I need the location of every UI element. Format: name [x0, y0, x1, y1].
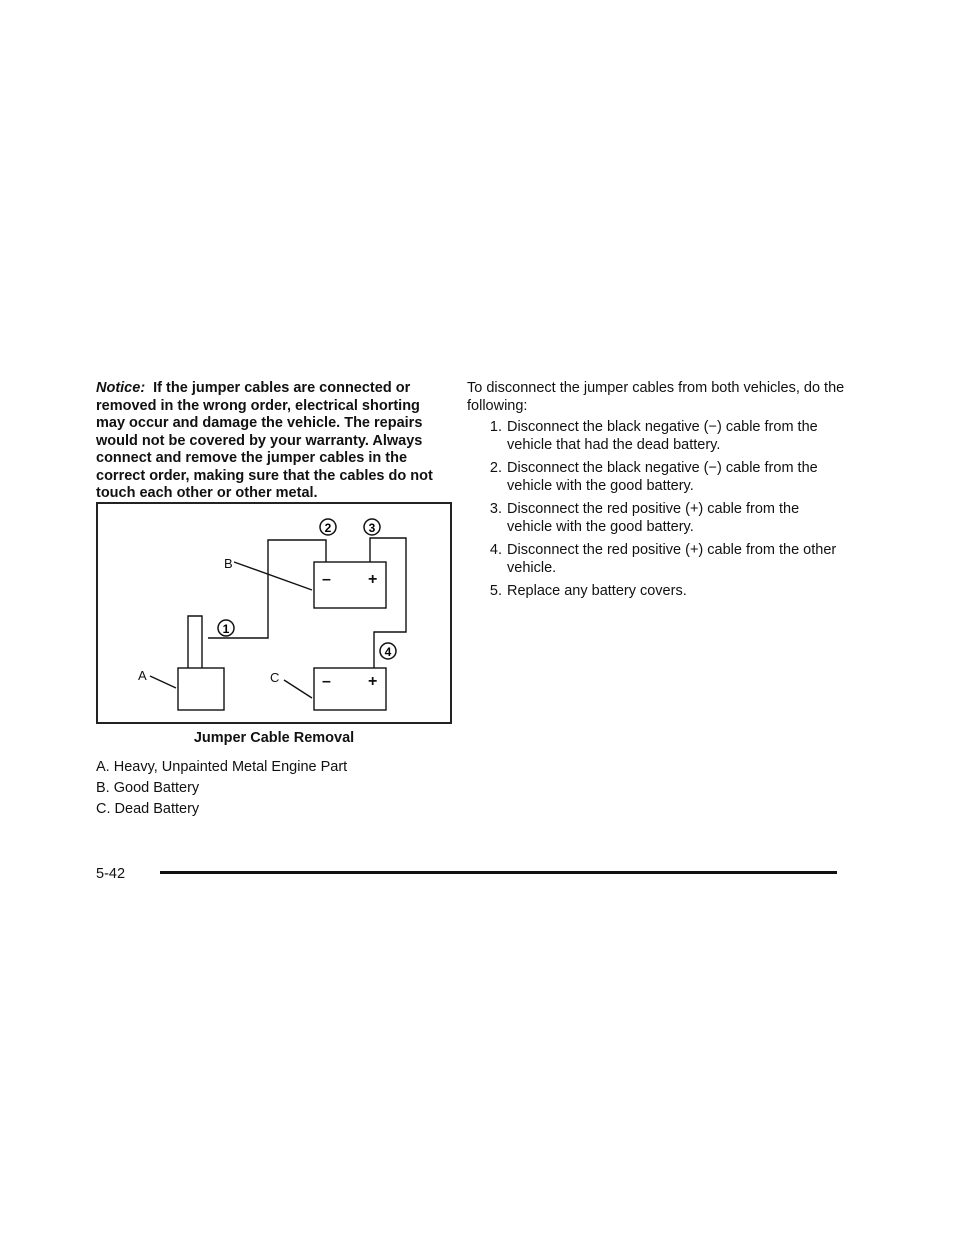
step-text: Disconnect the black negative (−) cable from the vehicle that had the dead battery.	[507, 419, 818, 453]
marker-2-text: 2	[324, 521, 332, 535]
step-text: Replace any battery covers.	[507, 583, 687, 599]
engine-part-box	[178, 668, 224, 710]
step-number: 5.	[489, 583, 502, 599]
label-b: B	[224, 556, 233, 571]
marker-3	[364, 519, 380, 535]
step-number: 4.	[489, 542, 502, 558]
cable-1	[188, 616, 202, 668]
notice-label: Notice:	[96, 380, 146, 396]
step-text: Disconnect the black negative (−) cable from the vehicle with the good battery.	[507, 460, 818, 494]
terminal-plus-dead: +	[368, 673, 378, 690]
leader-c	[284, 680, 312, 698]
legend-item-a: A. Heavy, Unpainted Metal Engine Part	[96, 759, 348, 775]
step-4	[467, 542, 847, 577]
step-3	[467, 501, 847, 536]
step-2	[467, 460, 847, 495]
figure-caption: Jumper Cable Removal	[193, 730, 355, 746]
marker-4	[380, 643, 396, 659]
notice-paragraph	[96, 380, 452, 503]
step-number: 1.	[489, 419, 502, 435]
footer-rule	[160, 871, 837, 874]
step-number: 2.	[489, 460, 502, 476]
marker-1-text: 1	[222, 622, 230, 636]
page-number: 5-42	[96, 866, 126, 882]
legend-item-b: B. Good Battery	[96, 780, 200, 796]
label-c: C	[270, 670, 280, 685]
marker-3-text: 3	[368, 521, 376, 535]
label-a: A	[138, 668, 147, 683]
diagram-svg	[98, 504, 450, 722]
step-1	[467, 419, 847, 454]
marker-1	[218, 620, 234, 636]
jumper-cable-diagram	[96, 502, 452, 724]
instructions-intro: To disconnect the jumper cables from both vehicles, do the following:	[467, 380, 845, 414]
terminal-minus-good: –	[322, 571, 331, 588]
leader-b	[234, 562, 312, 590]
step-5	[467, 583, 847, 601]
terminal-plus-good: +	[368, 571, 378, 588]
terminal-minus-dead: –	[322, 673, 331, 690]
legend-item-c: C. Dead Battery	[96, 801, 200, 817]
marker-2	[320, 519, 336, 535]
notice-text: If the jumper cables are connected or removed in the wrong order, electrical shorting may occur and damage the vehicle. The repairs would not be covered by your warranty. Always connect and remove the jumper cables in the correct order, making sure that the cables do not touch each other or other metal.	[96, 380, 433, 501]
instructions-steps	[467, 419, 847, 607]
step-text: Disconnect the red positive (+) cable from the vehicle with the good battery.	[507, 501, 800, 535]
step-text: Disconnect the red positive (+) cable from the other vehicle.	[507, 542, 837, 576]
marker-4-text: 4	[384, 645, 392, 659]
figure-legend	[96, 758, 347, 821]
leader-a	[150, 676, 176, 688]
step-number: 3.	[489, 501, 502, 517]
